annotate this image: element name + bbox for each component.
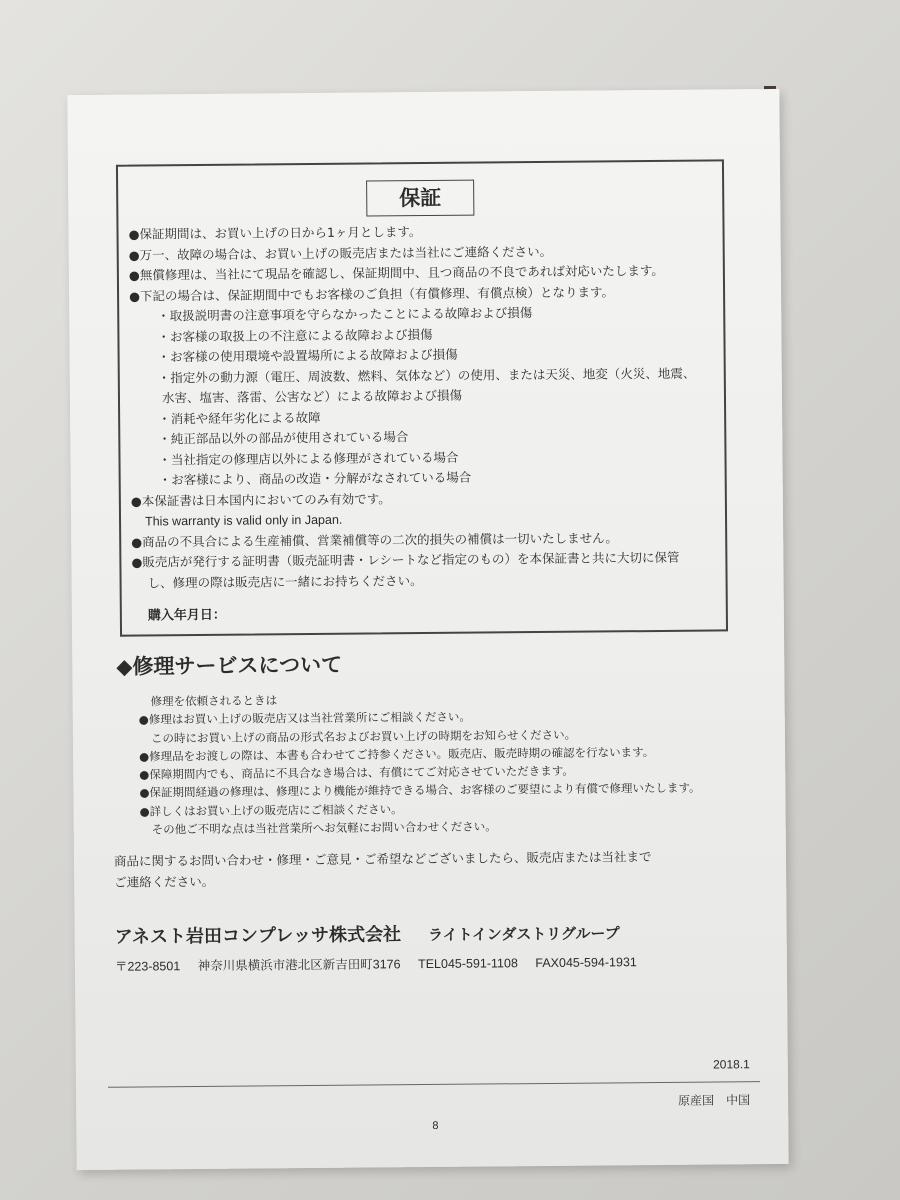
purchase-date-label: 購入年月日： xyxy=(147,607,226,624)
repair-line: 修理を依頼されるときは xyxy=(150,693,278,709)
company-address xyxy=(115,952,651,975)
page-number: 8 xyxy=(432,1119,439,1132)
repair-service-lines xyxy=(139,687,740,839)
repair-line: ●保障期間内でも、商品に不具合なき場合は、有償にてご対応させていただきます。 xyxy=(139,763,574,782)
repair-line: その他ご不明な点は当社営業所へお気軽にお問い合わせください。 xyxy=(151,819,497,837)
contact-line: ご連絡ください。 xyxy=(114,873,215,890)
company-block xyxy=(115,918,620,948)
warranty-line: ・当社指定の修理店以外による修理がされている場合 xyxy=(158,449,459,467)
postal-code: 〒223-8501 xyxy=(114,959,181,974)
repair-line: ●修理品をお渡しの際は、本書も合わせてご持参ください。販売店、販売時期の確認を行ないます。 xyxy=(139,744,655,764)
warranty-line: ・純正部品以外の部品が使用されている場合 xyxy=(158,429,409,447)
warranty-line: ・お客様の使用環境や設置場所による故障および損傷 xyxy=(157,346,458,365)
print-date: 2018.1 xyxy=(713,1057,750,1072)
warranty-title: 保証 xyxy=(366,180,474,217)
warranty-line: ・消耗や経年劣化による故障 xyxy=(158,409,321,426)
phone-number: TEL045-591-1108 xyxy=(417,956,518,972)
fax-number: FAX045-594-1931 xyxy=(535,955,637,971)
warranty-lines xyxy=(128,219,716,593)
warranty-line: し、修理の際は販売店に一緒にお持ちください。 xyxy=(147,572,423,590)
warranty-line: ・お客様の取扱上の不注意による故障および損傷 xyxy=(157,326,433,344)
warranty-line: This warranty is valid only in Japan. xyxy=(144,512,343,529)
warranty-line: ●保証期間は、お買い上げの日から1ヶ月とします。 xyxy=(128,224,422,242)
contact-line: 商品に関するお問い合わせ・修理・ご意見・ご希望などございましたら、販売店または当社まで xyxy=(113,849,652,869)
repair-line: この時にお買い上げの商品の形式名およびお買い上げの時期をお知らせください。 xyxy=(150,727,577,746)
warranty-line: ・取扱説明書の注意事項を守らなかったことによる故障および損傷 xyxy=(157,305,533,324)
contact-note xyxy=(114,846,652,893)
repair-line: ●保証期間経過の修理は、修理により機能が維持できる場合、お客様のご要望により有償で修理いたします。 xyxy=(139,781,701,801)
warranty-line: ●下記の場合は、保証期間中でもお客様のご負担（有償修理、有償点検）となります。 xyxy=(129,283,615,304)
street-address: 神奈川県横浜市港北区新吉田町3176 xyxy=(197,957,401,974)
warranty-line: 水害、塩害、落雷、公害など）による故障および損傷 xyxy=(161,387,463,406)
repair-service-title: ◆修理サービスについて xyxy=(116,652,343,679)
warranty-line: ・指定外の動力源（電圧、周波数、燃料、気体など）の使用、または天災、地変（火災、地震、 xyxy=(157,365,696,385)
warranty-line: ●本保証書は日本国内においてのみ有効です。 xyxy=(130,490,391,509)
country-of-origin: 原産国 中国 xyxy=(678,1093,751,1108)
warranty-line: ・お客様により、商品の改造・分解がなされている場合 xyxy=(158,469,472,488)
manual-page xyxy=(67,89,788,1170)
warranty-line: ●販売店が発行する証明書（販売証明書・レシートなど指定のもの）を本保証書と共に大切に保管 xyxy=(131,549,680,570)
warranty-line: ●商品の不具合による生産補償、営業補償等の二次的損失の補償は一切いたしません。 xyxy=(131,529,618,550)
repair-line: ●詳しくはお買い上げの販売店にご相談ください。 xyxy=(139,802,403,819)
warranty-line: ●無償修理は、当社にて現品を確認し、保証期間中、且つ商品の不良であれば対応いたします。 xyxy=(128,262,664,283)
footer-divider xyxy=(108,1081,760,1088)
warranty-line: ●万一、故障の場合は、お買い上げの販売店または当社にご連絡ください。 xyxy=(128,243,553,263)
repair-line: ●修理はお買い上げの販売店又は当社営業所にご相談ください。 xyxy=(138,709,471,727)
warranty-box xyxy=(116,159,728,636)
company-name: アネスト岩田コンプレッサ株式会社 xyxy=(114,924,402,947)
company-group: ライトインダストリグループ xyxy=(428,925,620,945)
